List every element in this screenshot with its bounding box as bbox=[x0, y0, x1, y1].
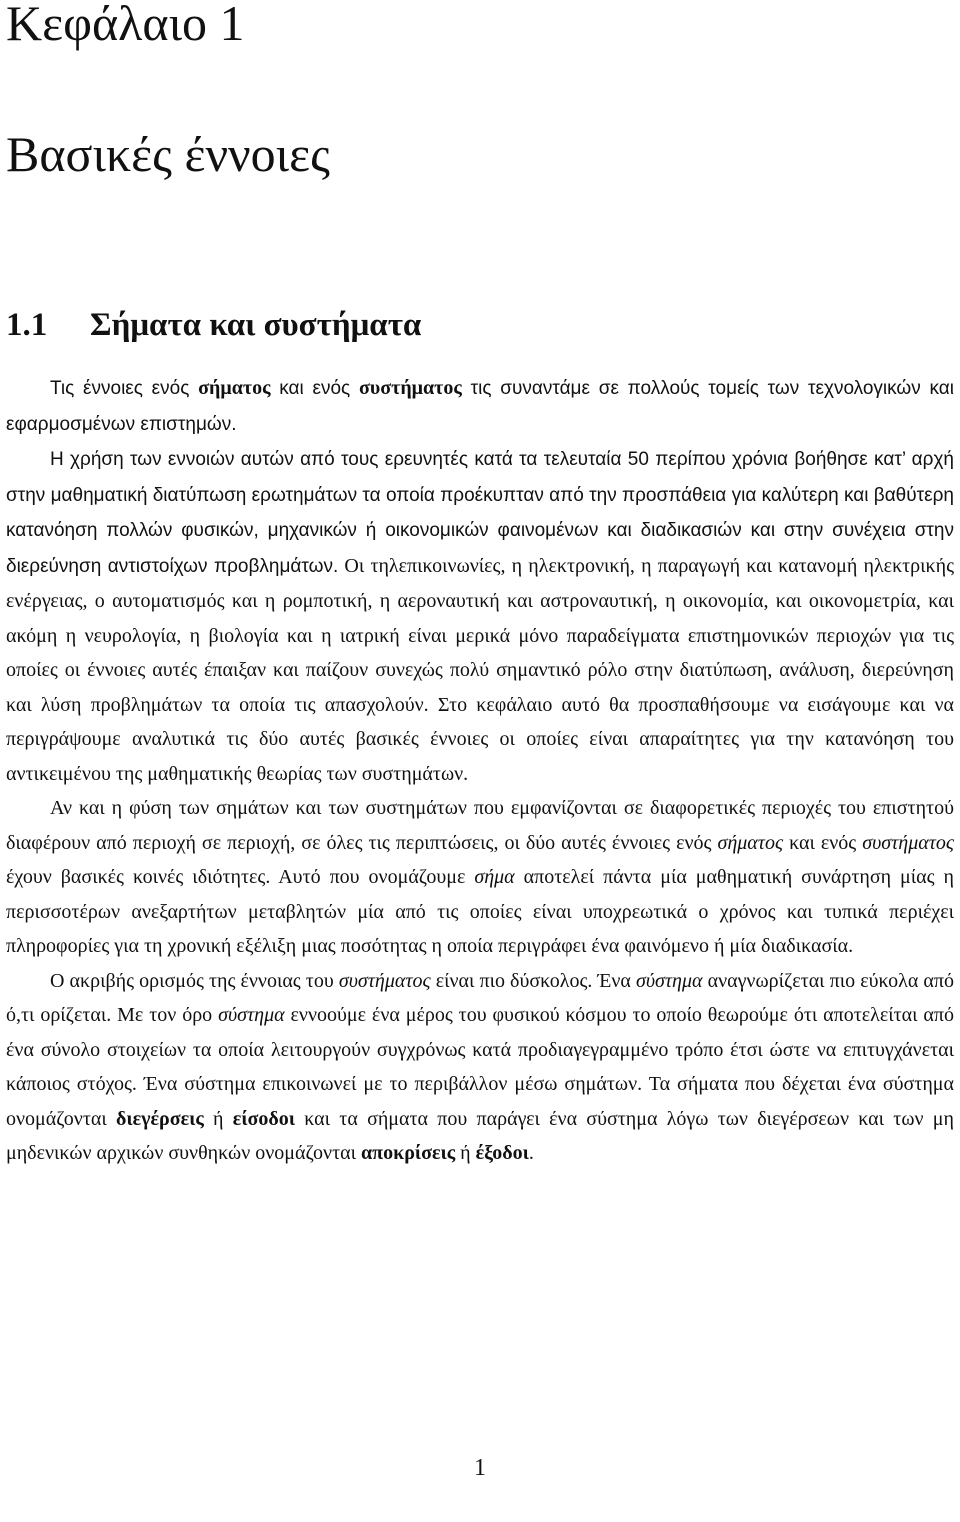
section-title: Σήματα και συστήματα bbox=[90, 307, 422, 343]
page-number: 1 bbox=[474, 1455, 486, 1481]
term-italic: συστήματος bbox=[338, 969, 431, 992]
paragraph-text: Οι τηλεπικοινωνίες, η ηλεκτρονική, η παραγωγή και κατανομή ηλεκτρικής ενέργειας, ο αυτοματισμός και η ρομποτική, η αεροναυτική και αστροναυτική, η οικονομία, και οικονομετρία, και ακόμη η νευρολογία, η βιολογία και η ιατρική είναι μερικά μόνο παραδείγματα επιστημονικών περιοχών για τις οποίες οι έννοιες αυτές έπαιξαν και παίζουν συνεχώς πολύ σημαντικό ρόλο στην διατύπωση, ανάλυση, διερεύνηση και λύση προβλημάτων τα οποία τις απασχολούν. Στο κεφάλαιο αυτό θα προσπαθήσουμε να εισάγουμε και να περιγράψουμε αναλυτικά τις δύο αυτές βασικές έννοιες οι οποίες είναι απαραίτητες για την κατανόηση του αντικειμένου της μαθηματικής θεωρίας των συστημάτων. bbox=[6, 554, 954, 785]
paragraph-text: ή bbox=[203, 1107, 233, 1130]
paragraph-text: και ενός bbox=[270, 378, 359, 399]
paragraph-text: και τα σήματα που παράγει ένα σύστημα λόγω των διεγέρσεων και των μη μηδενικών αρχικών συνθηκών ονομάζονται bbox=[6, 1107, 954, 1164]
term-bold: είσοδοι bbox=[232, 1107, 295, 1130]
paragraph-text: έχουν βασικές κοινές ιδιότητες. Αυτό που ονομάζουμε bbox=[6, 866, 475, 888]
term-italic: σήματος bbox=[717, 831, 784, 854]
paragraph-text: Ο ακριβής ορισμός της έννοιας του bbox=[50, 969, 339, 992]
chapter-title: Βασικές έννοιες bbox=[6, 126, 330, 182]
term-bold: σήματος bbox=[198, 377, 271, 399]
paragraph-text: . bbox=[528, 1142, 534, 1164]
term-bold: διεγέρσεις bbox=[116, 1107, 204, 1130]
chapter-label: Κεφάλαιο 1 bbox=[6, 0, 245, 51]
term-italic: σήμα bbox=[474, 866, 515, 888]
term-bold: αποκρίσεις bbox=[360, 1142, 456, 1164]
term-italic: σύστημα bbox=[635, 969, 703, 992]
term-bold: συστήματος bbox=[358, 377, 462, 399]
paragraph-text: Αν και η φύση των σημάτων και των συστημάτων που εμφανίζονται σε διαφορετικές περιοχές του επιστητού διαφέρουν από περιοχή σε περιοχή, σε όλες τις περιπτώσεις, οι δύο αυτές έννοιες ενός bbox=[6, 797, 954, 854]
term-italic: σύστημα bbox=[218, 1004, 285, 1026]
section-heading bbox=[6, 304, 421, 346]
paragraph-text: εννοούμε ένα μέρος του φυσικού κόσμου το οποίο θεωρούμε ότι αποτελείται από ένα σύνολο στοιχείων τα οποία λειτουργούν συγχρόνως κατά προδιαγεγραμμένο τρόπο έτσι ώστε να επιτυγχάνεται κάποιος στόχος. Ένα σύστημα επικοινωνεί με το περιβάλλον μέσω σημάτων. Τα σήματα που δέχεται ένα σύστημα ονομάζονται bbox=[6, 1004, 955, 1130]
term-bold: έξοδοι bbox=[475, 1142, 529, 1164]
paragraph-2 bbox=[6, 442, 954, 791]
body-text bbox=[6, 371, 954, 1171]
paragraph-3 bbox=[6, 791, 954, 964]
paragraph-1 bbox=[6, 371, 954, 442]
paragraph-text: είναι πιο δύσκολος. Ένα bbox=[430, 969, 636, 992]
paragraph-text: αποτελεί πάντα μία μαθηματική συνάρτηση μίας η περισσοτέρων ανεξαρτήτων μεταβλητών μία από τις οποίες είναι υποχρεωτικά ο χρόνος και τυπικά περιέχει πληροφορίες για τη χρονική εξέλιξη μιας ποσότητας η οποία περιγράφει ένα φαινόμενο ή μία διαδικασία. bbox=[6, 866, 954, 957]
paragraph-text: Τις έννοιες ενός bbox=[50, 378, 199, 399]
paragraph-text: και ενός bbox=[783, 831, 863, 854]
paragraph-text: τις συναντάμε σε πολλούς τομείς των τεχνολογικών και εφαρμοσμένων επιστημών. bbox=[6, 378, 954, 435]
paragraph-text: ή bbox=[455, 1142, 476, 1164]
paragraph-text: αναγνωρίζεται πιο εύκολα από ό,τι ορίζεται. Με τον όρο bbox=[6, 969, 954, 1026]
section-number: 1.1 bbox=[6, 307, 48, 343]
paragraph-text: Η χρήση των εννοιών αυτών από τους ερευνητές κατά τα τελευταία 50 περίπου χρόνια βοήθησε κατ’ αρχή στην μαθηματική διατύπωση ερωτημάτων τα οποία προέκυπταν από την προσπάθεια για καλύτερη και βαθύτερη κατανόηση πολλών φυσικών, μηχανικών ή οικονομικών φαινομένων και διαδικασιών και στην συνέχεια στην διερεύνηση αντιστοίχων προβλημάτων. bbox=[6, 449, 954, 577]
term-italic: συστήματος bbox=[862, 831, 955, 854]
paragraph-4 bbox=[6, 964, 954, 1171]
